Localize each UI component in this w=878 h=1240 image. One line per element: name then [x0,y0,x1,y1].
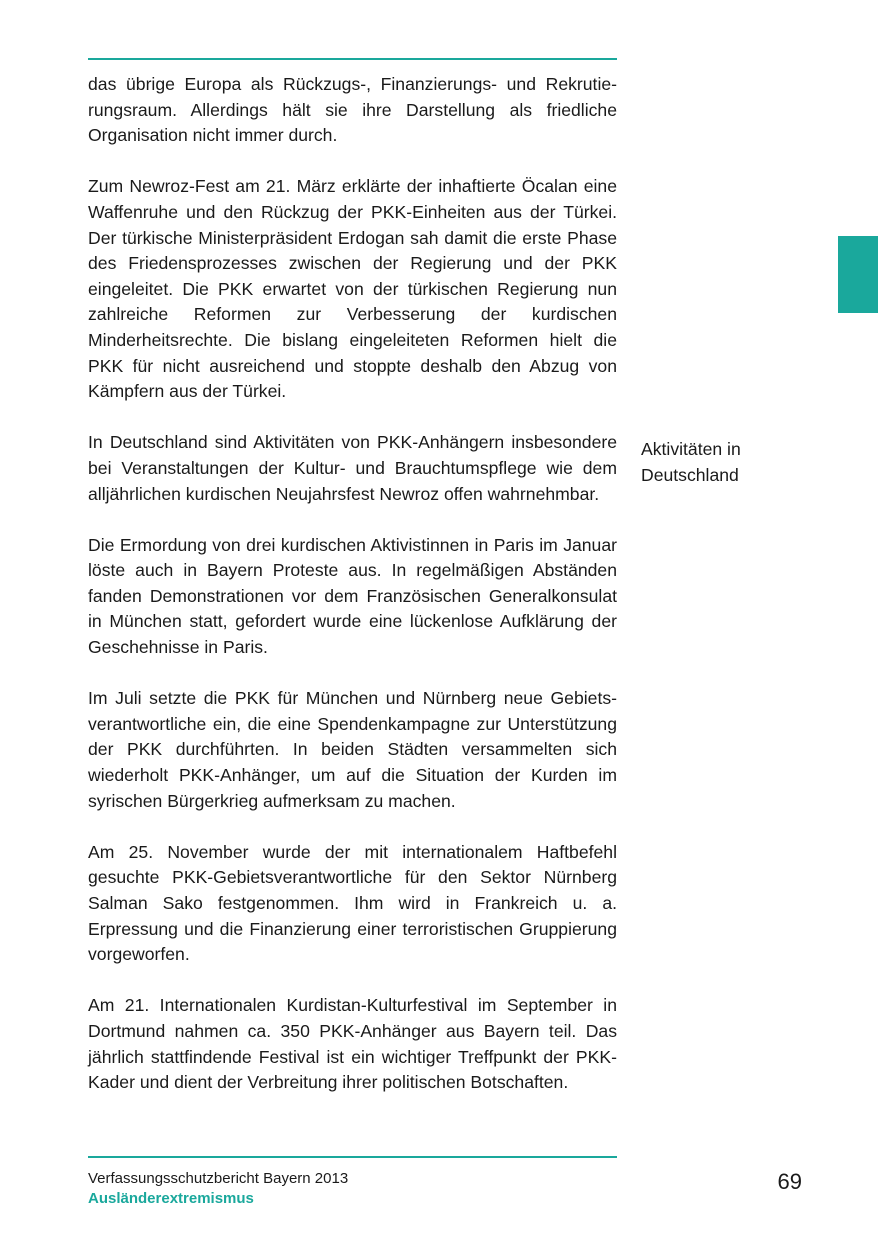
paragraph: Im Juli setzte die PKK für München und Nürnberg neue Gebietsverantwortliche ein, die eine Spendenkampagne zur Unterstützung der PKK durchführten. In beiden Städten versammelten sich wiederholt PKK-Anhänger, um auf die Situation der Kurden im syrischen Bürgerkrieg aufmerksam zu machen. [88,688,617,811]
footer-title: Verfassungsschutzbericht Bayern 2013 [88,1170,349,1187]
bottom-divider [88,1156,617,1158]
chapter-tab-marker [838,236,878,313]
paragraph: Die Ermordung von drei kurdischen Aktivistinnen in Paris im Januar löste auch in Bayern Proteste aus. In regelmäßigen Abständen fanden Demonstrationen vor dem Französischen Generalkonsulat in München statt, gefordert wurde eine lückenlose Aufklärung der Geschehnisse in Paris. [88,534,617,658]
paragraph: das übrige Europa als Rückzugs-, Finanzierungs- und Rekrutierungsraum. Allerdings hält sie ihre Darstellung als friedliche Organisation nicht immer durch. [88,74,617,146]
top-divider [88,58,617,60]
margin-note: Aktivitäten in Deutschland [641,439,741,485]
footer-subtitle: Ausländerextremismus [88,1190,254,1207]
body-text [88,72,617,1121]
page-number: 69 [777,1169,802,1194]
paragraph: Zum Newroz-Fest am 21. März erklärte der inhaftierte Öcalan eine Waffenruhe und den Rückzug der PKK-Einheiten aus der Türkei. Der türkische Ministerpräsident Erdogan sah damit die erste Phase des Friedensprozesses zwischen der Regierung und der PKK eingeleitet. Die PKK erwartet von der türkischen Regierung nun zahlreiche Reformen zur Verbesserung der kurdischen Minderheitsrechte. Die bislang eingeleiteten Reformen hielt die PKK für nicht ausreichend und stoppte deshalb den Abzug von Kämpfern aus der Türkei. [88,176,617,402]
paragraph: Am 25. November wurde der mit internationalem Haftbefehl gesuchte PKK-Gebietsverantwortliche für den Sektor Nürnberg Salman Sako festgenommen. Ihm wird in Frankreich u. a. Erpressung und die Finanzierung einer terroristischen Gruppierung vorgeworfen. [88,841,617,965]
paragraph: Am 21. Internationalen Kurdistan-Kulturfestival im September in Dortmund nahmen ca. 350 PKK-Anhänger aus Bayern teil. Das jährlich stattfindende Festival ist ein wichtiger Treffpunkt der PKK-Kader und dient der Verbreitung ihrer politischen Botschaften. [88,995,617,1093]
paragraph: In Deutschland sind Aktivitäten von PKK-Anhängern insbesondere bei Veranstaltungen der Kultur- und Brauchtumspflege wie dem alljährlichen kurdischen Neujahrsfest Newroz offen wahrnehmbar. [88,432,617,504]
